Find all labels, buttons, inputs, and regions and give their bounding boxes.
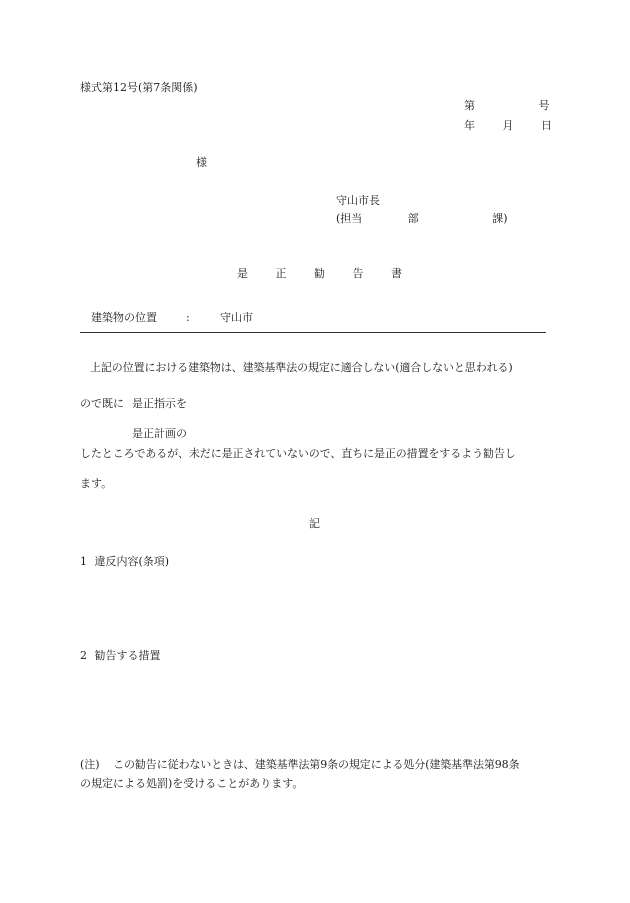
item-number: 1 [80, 555, 87, 568]
item-1 [80, 556, 169, 567]
addressee-suffix: 様 [196, 156, 207, 169]
note-text-1: この勧告に従わないときは、建築基準法第9条の規定による処分(建築基準法第98条 [113, 758, 520, 771]
body-line-4: ます。 [80, 477, 113, 490]
form-label: 様式第12号(第7条関係) [80, 81, 198, 94]
title-char: 正 [275, 267, 287, 280]
body-line-1: 上記の位置における建築物は、建築基準法の規定に適合しない(適合しないと思われる) [90, 361, 513, 374]
ki-heading: 記 [309, 517, 320, 530]
date-year: 年 [464, 119, 475, 132]
title-char: 是 [237, 267, 248, 280]
note-line-1 [80, 759, 519, 770]
title-char: 告 [352, 267, 364, 280]
document-number [464, 100, 550, 111]
location-value: 守山市 [220, 311, 253, 324]
issuer-contact [336, 213, 508, 224]
item-number: 2 [80, 649, 87, 662]
contact-bu: 部 [407, 212, 419, 225]
title-char: 書 [391, 267, 402, 280]
document-title [237, 268, 402, 279]
body-option-2: 是正計画の [132, 427, 187, 440]
item-2 [80, 650, 161, 661]
contact-open: (担当 [336, 212, 363, 225]
issuer-name: 守山市長 [336, 194, 380, 207]
item-label: 違反内容(条項) [94, 555, 170, 568]
date-day: 日 [541, 119, 552, 132]
note-prefix: (注) [80, 758, 100, 771]
body-option-1: 是正指示を [132, 397, 187, 410]
note-line-2: の規定による処罰)を受けることがあります。 [80, 777, 304, 790]
location-label: 建築物の位置 [91, 311, 157, 324]
date-month: 月 [502, 119, 514, 132]
number-prefix: 第 [464, 99, 475, 112]
item-label: 勧告する措置 [94, 649, 161, 662]
location-colon: : [186, 311, 190, 324]
document-date [464, 120, 552, 131]
body-line-2-prefix: ので既に [80, 397, 124, 410]
location-underline [80, 332, 546, 333]
number-suffix: 号 [538, 99, 550, 112]
title-char: 勧 [314, 267, 325, 280]
body-line-3: したところであるが、未だに是正されていないので、直ちに是正の措置をするよう勧告し [80, 447, 516, 460]
contact-ka: 課) [492, 212, 508, 225]
